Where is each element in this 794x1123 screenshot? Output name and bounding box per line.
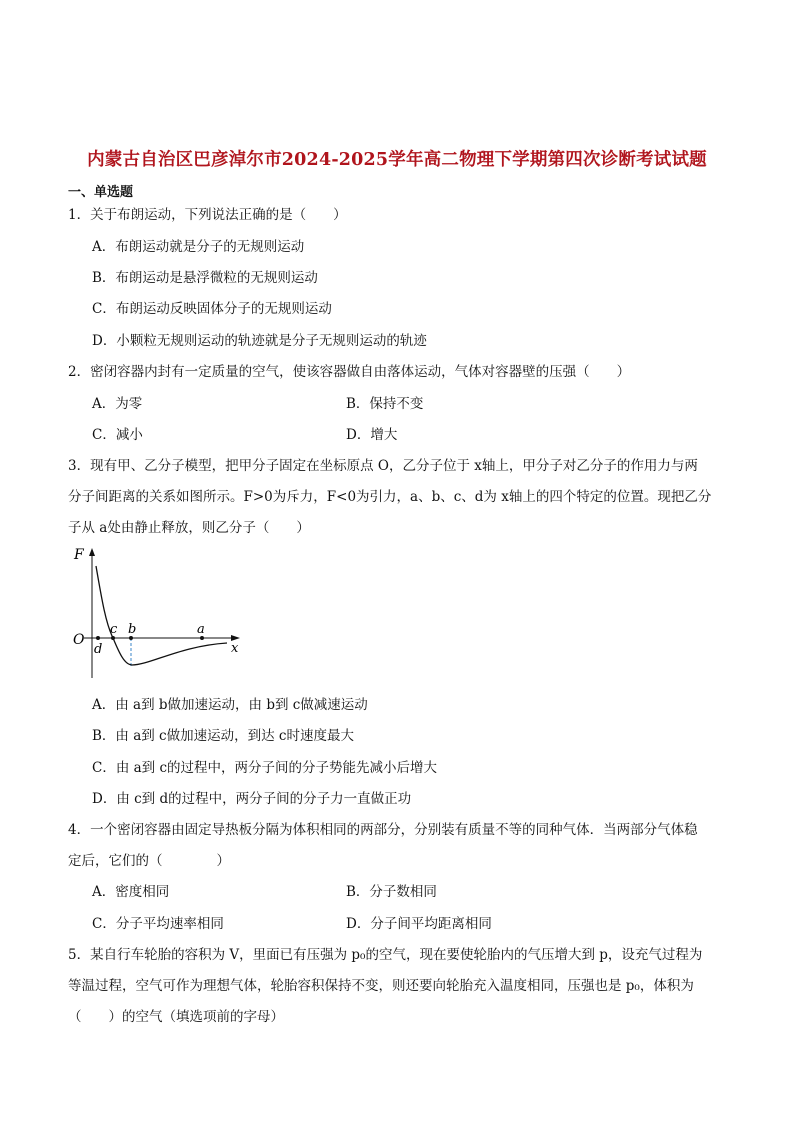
q5-stem-line2: 等温过程，空气可作为理想气体，轮胎容积保持不变，则还要向轮胎充入温度相同，压强也是 p₀，体积为 bbox=[68, 978, 694, 994]
q3-stem-line1: 3．现有甲、乙分子模型，把甲分子固定在坐标原点 O，乙分子位于 x轴上，甲分子对乙分子的作用力与两 bbox=[68, 458, 698, 474]
label-o: O bbox=[73, 632, 85, 648]
label-d: d bbox=[94, 642, 103, 657]
q2-stem: 2．密闭容器内封有一定质量的空气，使该容器做自由落体运动，气体对容器壁的压强（ ） bbox=[68, 364, 631, 380]
q2-option-c: C．减小 bbox=[92, 427, 143, 443]
q4-option-c: C．分子平均速率相同 bbox=[92, 916, 224, 932]
q5-stem-line1: 5．某自行车轮胎的容积为 V，里面已有压强为 p₀的空气，现在要使轮胎内的气压增大到 p，设充气过程为 bbox=[68, 947, 703, 963]
q3-option-a: A．由 a到 b做加速运动，由 b到 c做减速运动 bbox=[92, 697, 368, 713]
q2-option-a: A．为零 bbox=[92, 396, 143, 412]
label-c: c bbox=[110, 622, 118, 637]
label-x: x bbox=[231, 641, 239, 656]
q1-option-d: D．小颗粒无规则运动的轨迹就是分子无规则运动的轨迹 bbox=[92, 333, 427, 349]
q1-stem: 1．关于布朗运动，下列说法正确的是（ ） bbox=[68, 207, 347, 223]
force-curve bbox=[96, 566, 227, 665]
q4-stem-line1: 4．一个密闭容器由固定导热板分隔为体积相同的两部分，分别装有质量不等的同种气体．当两部分气体稳 bbox=[68, 822, 698, 838]
label-b: b bbox=[128, 622, 137, 637]
q3-option-b: B．由 a到 c做加速运动，到达 c时速度最大 bbox=[92, 728, 354, 744]
page-title: 内蒙古自治区巴彦淖尔市2024-2025学年高二物理下学期第四次诊断考试试题 bbox=[87, 150, 707, 170]
q2-option-b: B．保持不变 bbox=[346, 396, 424, 412]
f-axis-arrow-icon bbox=[89, 548, 95, 556]
point-d bbox=[96, 636, 100, 640]
q2-option-d: D．增大 bbox=[346, 427, 398, 443]
label-a: a bbox=[197, 622, 205, 637]
q4-option-b: B．分子数相同 bbox=[346, 884, 437, 900]
q4-option-d: D．分子间平均距离相同 bbox=[346, 916, 492, 932]
q1-option-a: A．布朗运动就是分子的无规则运动 bbox=[92, 239, 305, 255]
label-f: F bbox=[74, 547, 84, 563]
q3-option-d: D．由 c到 d的过程中，两分子间的分子力一直做正功 bbox=[92, 791, 412, 807]
q3-stem-line3: 子从 a处由静止释放，则乙分子（ ） bbox=[68, 520, 310, 536]
q1-option-b: B．布朗运动是悬浮微粒的无规则运动 bbox=[92, 270, 318, 286]
q3-option-c: C．由 a到 c的过程中，两分子间的分子势能先减小后增大 bbox=[92, 760, 438, 776]
q3-stem-line2: 分子间距离的关系如图所示。F>0为斥力，F<0为引力，a、b、c、d为 x轴上的四个特定的位置。现把乙分 bbox=[68, 489, 712, 505]
q5-stem-line3: （ ）的空气（填选项前的字母） bbox=[68, 1009, 284, 1025]
q4-stem-line2: 定后，它们的（ ） bbox=[68, 853, 230, 869]
section-heading: 一、单选题 bbox=[68, 185, 134, 200]
q4-option-a: A．密度相同 bbox=[92, 884, 170, 900]
q1-option-c: C．布朗运动反映固体分子的无规则运动 bbox=[92, 301, 332, 317]
force-distance-graph bbox=[70, 546, 245, 686]
